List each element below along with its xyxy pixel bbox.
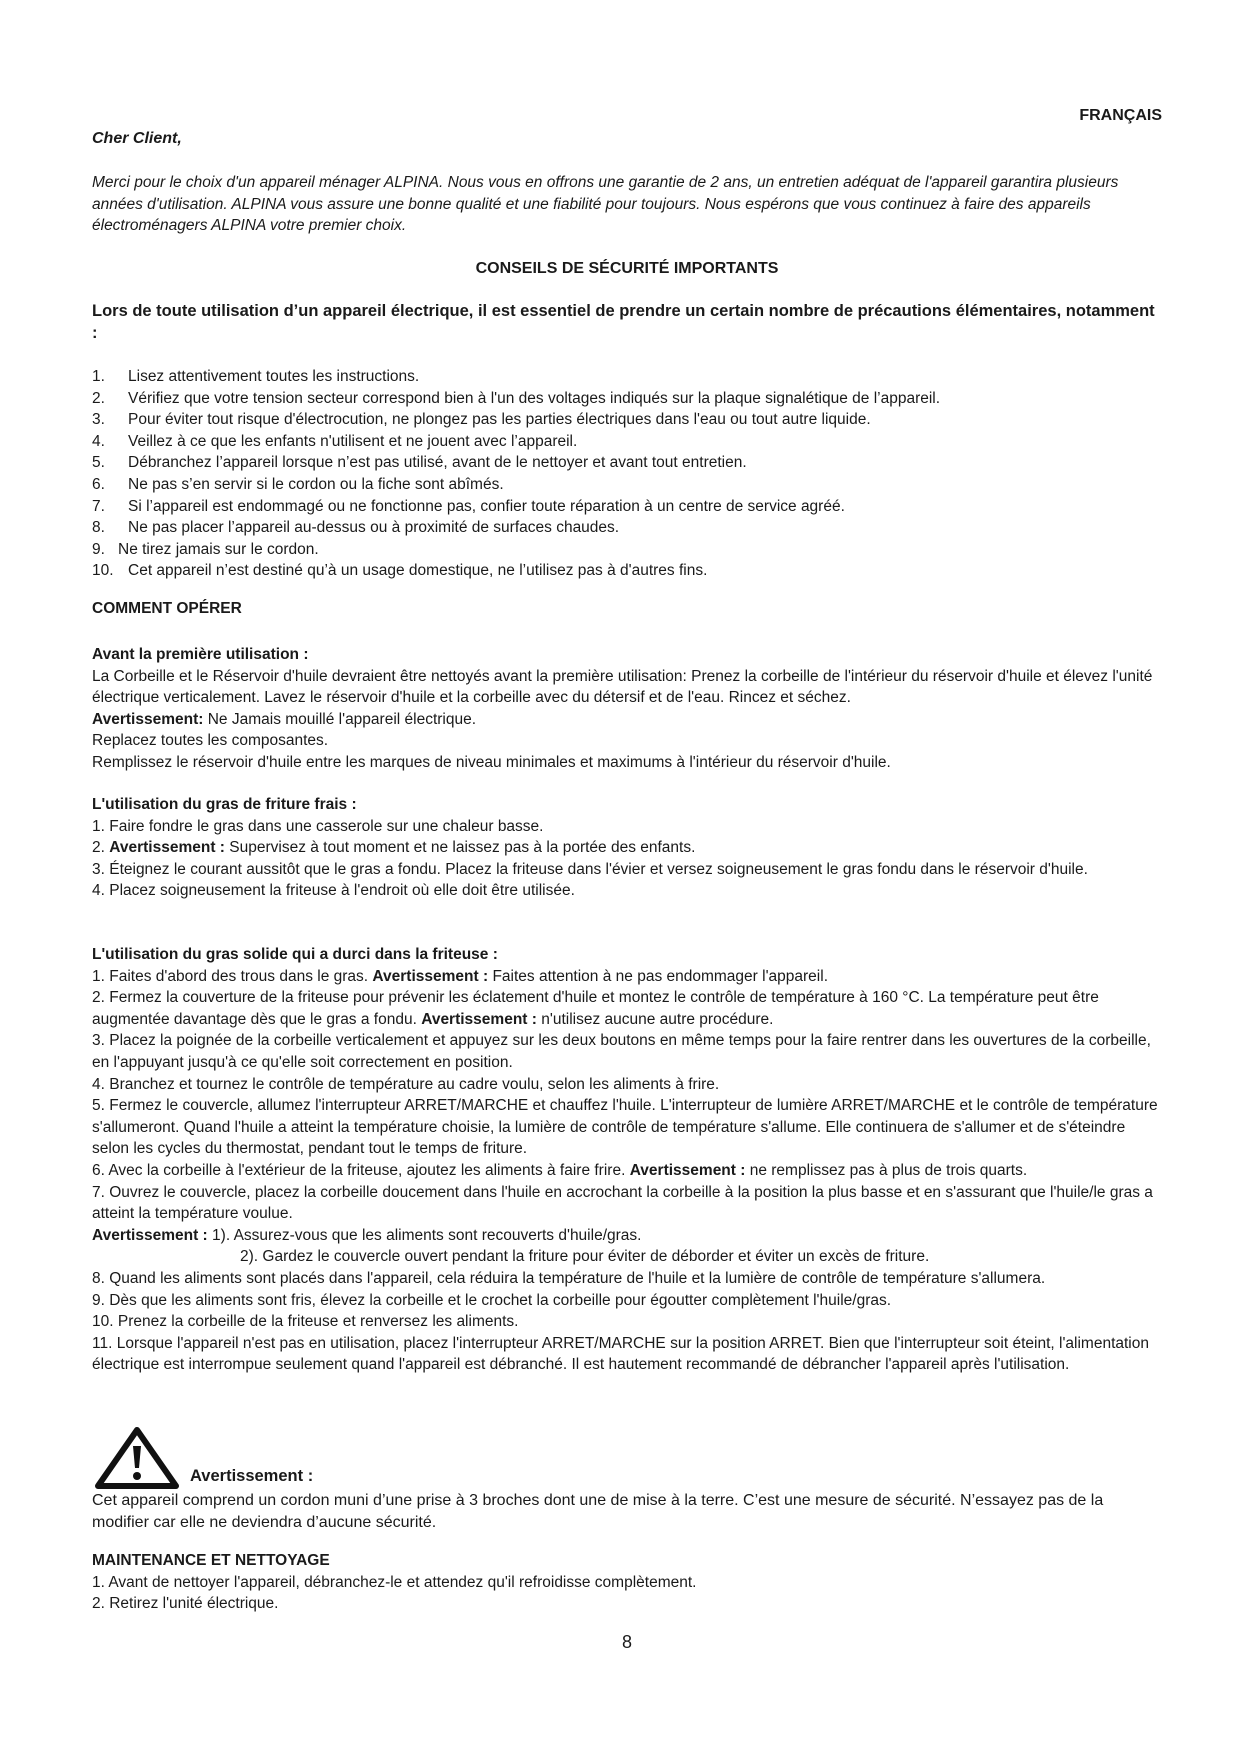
list-item: Avertissement : 1). Assurez-vous que les aliments sont recouverts d'huile/gras. — [92, 1226, 642, 1244]
safety-title: CONSEILS DE SÉCURITÉ IMPORTANTS — [475, 260, 779, 277]
list-item: 3. Éteignez le courant aussitôt que le gras a fondu. Placez la friteuse dans l'évier et versez soigneusement le gras fondu dans le réservoir d'huile. — [92, 860, 1088, 878]
maintenance-title: MAINTENANCE ET NETTOYAGE — [92, 1552, 330, 1569]
list-item: 5. Débranchez l’appareil lorsque n’est pas utilisé, avant de le nettoyer et avant tout entretien. — [92, 454, 747, 472]
operate-title: COMMENT OPÉRER — [92, 600, 242, 617]
warning-title: Avertissement : — [190, 1467, 314, 1485]
solid-fat-section — [92, 944, 1162, 1376]
list-item: 1. Faites d'abord des trous dans le gras. Avertissement : Faites attention à ne pas endommager l'appareil. — [92, 967, 828, 985]
fresh-fat-section — [92, 794, 1162, 902]
list-item: 3. Pour éviter tout risque d'électrocution, ne plongez pas les parties électriques dans l'eau ou tout autre liquide. — [92, 411, 871, 429]
manual-page — [92, 0, 1162, 1754]
list-item: 1. Faire fondre le gras dans une casserole sur une chaleur basse. — [92, 817, 544, 835]
first-use-warning: Avertissement: Ne Jamais mouillé l'appareil électrique. — [92, 710, 477, 728]
first-use-section — [92, 644, 1162, 774]
language-label: FRANÇAIS — [1079, 107, 1162, 124]
list-item: 2). Gardez le couvercle ouvert pendant la friture pour éviter de déborder et éviter un excès de friture. — [240, 1248, 930, 1266]
warning-triangle-icon — [94, 1426, 180, 1490]
list-item: 9. Dès que les aliments sont fris, élevez la corbeille et le crochet la corbeille pour égoutter complètement l'huile/gras. — [92, 1291, 892, 1309]
list-item: 10. Prenez la corbeille de la friteuse et renversez les aliments. — [92, 1313, 519, 1331]
list-item: 10. Cet appareil n’est destiné qu’à un usage domestique, ne l’utilisez pas à d'autres fins. — [92, 562, 708, 580]
safety-list — [92, 366, 940, 582]
list-item: 2. Retirez l'unité électrique. — [92, 1595, 279, 1613]
list-item: 4. Placez soigneusement la friteuse à l'endroit où elle doit être utilisée. — [92, 882, 575, 900]
list-item: 11. Lorsque l'appareil n'est pas en utilisation, placez l'interrupteur ARRET/MARCHE sur la position ARRET. Bien que l'interrupteur soit éteint, l'alimentation électrique est interrompue seulement quand l'appareil est débranché. Il est hautement recommandé de débrancher l'appareil après l'utilisation. — [92, 1334, 1149, 1374]
solid-fat-heading: L'utilisation du gras solide qui a durci dans la friteuse : — [92, 946, 498, 963]
first-use-paragraph: La Corbeille et le Réservoir d'huile devraient être nettoyés avant la première utilisation: Prenez la corbeille de l'intérieur du réservoir d'huile et élevez l'unité électrique verticalement. Lavez le réservoir d'huile et la corbeille avec du détersif et de l'eau. Rincez et séchez. — [92, 667, 1153, 707]
page-number: 8 — [621, 1632, 632, 1652]
first-use-heading: Avant la première utilisation : — [92, 646, 309, 663]
warning-header — [92, 1426, 1162, 1490]
list-item: 2. Avertissement : Supervisez à tout moment et ne laissez pas à la portée des enfants. — [92, 839, 696, 857]
list-item: 3. Placez la poignée de la corbeille verticalement et appuyez sur les deux boutons en même temps pour la faire rentrer dans les ouvertures de la corbeille, en l'appuyant jusqu'à ce qu'elle soit correctement en position. — [92, 1032, 1151, 1071]
list-item: 4. Branchez et tournez le contrôle de température au cadre voulu, selon les aliments à frire. — [92, 1075, 720, 1093]
list-item: 7. Si l’appareil est endommagé ou ne fonctionne pas, confier toute réparation à un centre de service agréé. — [92, 497, 845, 515]
safety-lead: Lors de toute utilisation d’un appareil électrique, il est essentiel de prendre un certain nombre de précautions élémentaires, notamment : — [92, 302, 1155, 342]
list-item: 7. Ouvrez le couvercle, placez la corbeille doucement dans l'huile en accrochant la corbeille à la position la plus basse et en s'assurant que l'huile/le gras a atteint la température voulue. — [92, 1183, 1153, 1223]
list-item: 4. Veillez à ce que les enfants n'utilisent et ne jouent avec l’appareil. — [92, 432, 578, 450]
first-use-fill: Remplissez le réservoir d'huile entre les marques de niveau minimales et maximums à l'intérieur du réservoir d'huile. — [92, 753, 891, 771]
list-item: 1. Lisez attentivement toutes les instructions. — [92, 368, 420, 385]
list-item: 8. Quand les aliments sont placés dans l'appareil, cela réduira la température de l'huile et la lumière de contrôle de température s'allumera. — [92, 1269, 1046, 1287]
list-item: 6. Avec la corbeille à l'extérieur de la friteuse, ajoutez les aliments à faire frire. Avertissement : ne remplissez pas à plus de trois quarts. — [92, 1161, 1028, 1179]
maintenance-section — [92, 1550, 1162, 1615]
intro-paragraph: Merci pour le choix d'un appareil ménager ALPINA. Nous vous en offrons une garantie de 2 ans, un entretien adéquat de l'appareil garantira plusieurs années d'utilisation. ALPINA vous assure une bonne qualité et une fiabilité pour toujours. Nous espérons que vous continuez à faire des appareils électroménagers ALPINA votre premier choix. — [92, 174, 1119, 234]
list-item: 6. Ne pas s’en servir si le cordon ou la fiche sont abîmés. — [92, 475, 504, 493]
list-item: 9. Ne tirez jamais sur le cordon. — [92, 540, 319, 558]
list-item: 5. Fermez le couvercle, allumez l'interrupteur ARRET/MARCHE et chauffez l'huile. L'interrupteur de lumière ARRET/MARCHE et le contrôle de température s'allumeront. Quand l'huile a atteint la température choisie, la lumière de contrôle de température s'allume. Elle continuera de s'allumer et de s'éteindre selon les cycles du thermostat, pendant tout le temps de friture. — [92, 1097, 1158, 1158]
fresh-fat-heading: L'utilisation du gras de friture frais : — [92, 796, 357, 813]
list-item: 8. Ne pas placer l’appareil au-dessus ou à proximité de surfaces chaudes. — [92, 519, 620, 537]
list-item: 1. Avant de nettoyer l'appareil, débranchez-le et attendez qu'il refroidisse complètement. — [92, 1573, 697, 1591]
list-item: 2. Vérifiez que votre tension secteur correspond bien à l'un des voltages indiqués sur la plaque signalétique de l’appareil. — [92, 389, 941, 407]
first-use-replace: Replacez toutes les composantes. — [92, 732, 329, 750]
warning-text: Cet appareil comprend un cordon muni d’une prise à 3 broches dont une de mise à la terre. C’est une mesure de sécurité. N’essayez pas de la modifier car elle ne deviendra d’aucune sécurité. — [92, 1492, 1104, 1531]
greeting: Cher Client, — [92, 130, 182, 147]
list-item: 2. Fermez la couverture de la friteuse pour prévenir les éclatement d'huile et montez le contrôle de température à 160 °C. La température peut être augmentée davantage dès que le gras a fondu. Avertissement : n'utilisez aucune autre procédure. — [92, 989, 1099, 1028]
